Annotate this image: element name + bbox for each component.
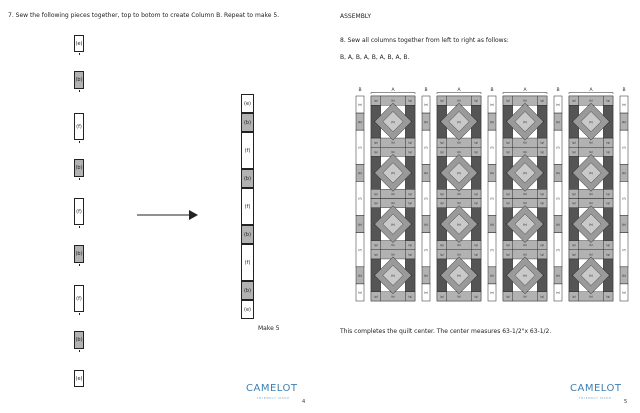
- a-center-label: (h): [456, 273, 462, 278]
- b-cell-label: (b): [489, 273, 495, 278]
- column-bracket: [503, 93, 547, 95]
- a-bottom-cell-label: (g): [505, 294, 510, 299]
- a-center-label: (h): [522, 273, 528, 278]
- seam-tick: [79, 313, 81, 315]
- a-top-cell-label: (b): [589, 98, 593, 103]
- assembled-piece: (e): [241, 300, 254, 319]
- completion-note: This completes the quilt center. The center measures 63-1/2"x 63-1/2.: [340, 328, 552, 335]
- a-top-cell-label: (g): [606, 98, 611, 103]
- column-label: B: [424, 88, 428, 93]
- tagline-right: FRIENDLY MADE: [579, 396, 612, 400]
- a-top-cell-label: (b): [391, 98, 395, 103]
- b-cell-label: (e): [489, 290, 495, 295]
- a-top-cell-label: (g): [408, 149, 413, 154]
- step-7-instruction: 7. Sew the following pieces together, top to botom to create Column B. Repeat to make 5.: [8, 12, 280, 19]
- b-cell-label: (b): [555, 171, 561, 176]
- b-cell-label: (f): [622, 247, 626, 252]
- b-cell-label: (e): [489, 102, 495, 107]
- column-label: A: [457, 88, 461, 93]
- a-top-cell-label: (g): [439, 98, 444, 103]
- b-cell-label: (f): [556, 145, 560, 150]
- a-bottom-cell-label: (g): [540, 191, 545, 196]
- a-bottom-cell-label: (g): [474, 191, 479, 196]
- column-bracket: [569, 93, 613, 95]
- column-piece: (f): [74, 285, 84, 312]
- b-cell-label: (f): [424, 196, 428, 201]
- b-cell-label: (f): [490, 247, 494, 252]
- a-bottom-cell-label: (g): [540, 140, 545, 145]
- b-cell-label: (b): [423, 273, 429, 278]
- a-bottom-cell-label: (b): [589, 140, 593, 145]
- a-top-cell-label: (b): [457, 252, 461, 257]
- a-bottom-cell-label: (g): [540, 243, 545, 248]
- a-bottom-cell-label: (g): [373, 243, 378, 248]
- a-bottom-cell-label: (g): [571, 140, 576, 145]
- b-cell-label: (e): [357, 102, 363, 107]
- b-cell-label: (b): [357, 171, 363, 176]
- b-cell-label: (f): [556, 247, 560, 252]
- column-piece: (e): [74, 35, 84, 52]
- a-bottom-cell-label: (g): [408, 243, 413, 248]
- b-cell-label: (b): [555, 273, 561, 278]
- arrow-icon: [137, 207, 199, 226]
- a-top-cell-label: (b): [589, 252, 593, 257]
- a-top-cell-label: (g): [439, 149, 444, 154]
- a-bottom-cell-label: (b): [523, 140, 527, 145]
- a-top-cell-label: (g): [505, 252, 510, 257]
- a-bottom-cell-label: (g): [571, 294, 576, 299]
- b-cell-label: (b): [621, 119, 627, 124]
- b-cell-label: (f): [424, 145, 428, 150]
- a-bottom-cell-label: (g): [439, 243, 444, 248]
- a-top-cell-label: (b): [589, 149, 593, 154]
- a-top-cell-label: (b): [523, 149, 527, 154]
- a-top-cell-label: (g): [474, 98, 479, 103]
- a-top-cell-label: (g): [474, 252, 479, 257]
- step-8-instruction: 8. Sew all columns together from left to right as follows:: [340, 37, 509, 44]
- a-center-label: (h): [390, 222, 396, 227]
- column-piece: (e): [74, 370, 84, 387]
- a-bottom-cell-label: (g): [606, 191, 611, 196]
- a-top-cell-label: (g): [571, 252, 576, 257]
- a-center-label: (h): [588, 171, 594, 176]
- a-bottom-cell-label: (b): [391, 140, 395, 145]
- a-center-label: (h): [390, 119, 396, 124]
- b-cell-label: (f): [358, 247, 362, 252]
- a-top-cell-label: (g): [373, 98, 378, 103]
- a-top-cell-label: (g): [373, 252, 378, 257]
- a-center-label: (h): [522, 119, 528, 124]
- a-top-cell-label: (b): [523, 98, 527, 103]
- a-center-label: (h): [456, 171, 462, 176]
- a-top-cell-label: (g): [505, 201, 510, 206]
- a-bottom-cell-label: (b): [523, 294, 527, 299]
- a-top-cell-label: (b): [391, 201, 395, 206]
- a-top-cell-label: (b): [523, 252, 527, 257]
- a-top-cell-label: (g): [408, 201, 413, 206]
- a-top-cell-label: (g): [408, 252, 413, 257]
- column-piece: (b): [74, 71, 84, 89]
- a-center-label: (h): [588, 273, 594, 278]
- b-cell-label: (b): [357, 273, 363, 278]
- make-5-label: Make 5: [258, 325, 280, 332]
- page-number-5: 5: [624, 399, 628, 405]
- a-top-cell-label: (b): [391, 252, 395, 257]
- b-cell-label: (e): [555, 102, 561, 107]
- column-sequence: B, A, B, A, B, A, B, A, B.: [340, 54, 410, 61]
- a-bottom-cell-label: (b): [589, 294, 593, 299]
- quilt-center-diagram: [352, 84, 627, 304]
- a-top-cell-label: (g): [505, 149, 510, 154]
- b-cell-label: (b): [555, 119, 561, 124]
- a-top-cell-label: (g): [606, 201, 611, 206]
- a-top-cell-label: (g): [606, 252, 611, 257]
- column-piece: (f): [74, 198, 84, 225]
- a-bottom-cell-label: (g): [408, 294, 413, 299]
- a-center-label: (h): [456, 222, 462, 227]
- a-bottom-cell-label: (g): [505, 243, 510, 248]
- a-bottom-cell-label: (g): [373, 140, 378, 145]
- column-label: B: [556, 88, 560, 93]
- b-cell-label: (e): [621, 102, 627, 107]
- b-cell-label: (b): [489, 171, 495, 176]
- a-bottom-cell-label: (g): [439, 191, 444, 196]
- b-cell-label: (b): [621, 222, 627, 227]
- b-cell-label: (b): [555, 222, 561, 227]
- a-bottom-cell-label: (b): [589, 191, 593, 196]
- camelot-logo-right: CAMELOT: [570, 383, 622, 394]
- a-top-cell-label: (g): [540, 252, 545, 257]
- assembled-piece: (b): [241, 169, 254, 188]
- a-bottom-cell-label: (g): [606, 294, 611, 299]
- a-bottom-cell-label: (b): [457, 140, 461, 145]
- a-bottom-cell-label: (g): [373, 191, 378, 196]
- a-bottom-cell-label: (g): [474, 294, 479, 299]
- column-label: B: [622, 88, 626, 93]
- a-bottom-cell-label: (b): [589, 243, 593, 248]
- a-bottom-cell-label: (g): [505, 140, 510, 145]
- a-top-cell-label: (g): [571, 149, 576, 154]
- b-cell-label: (b): [489, 222, 495, 227]
- assembled-piece: (e): [241, 94, 254, 113]
- b-cell-label: (f): [490, 145, 494, 150]
- seam-tick: [79, 350, 81, 352]
- a-top-cell-label: (g): [571, 201, 576, 206]
- column-label: A: [589, 88, 593, 93]
- column-bracket: [437, 93, 481, 95]
- b-cell-label: (f): [424, 247, 428, 252]
- page-number-4: 4: [302, 399, 306, 405]
- a-top-cell-label: (g): [439, 252, 444, 257]
- seam-tick: [79, 141, 81, 143]
- a-top-cell-label: (g): [540, 201, 545, 206]
- b-cell-label: (e): [357, 290, 363, 295]
- b-cell-label: (b): [357, 119, 363, 124]
- b-cell-label: (f): [358, 145, 362, 150]
- b-cell-label: (f): [358, 196, 362, 201]
- column-label: B: [358, 88, 362, 93]
- a-bottom-cell-label: (b): [391, 191, 395, 196]
- a-bottom-cell-label: (g): [571, 243, 576, 248]
- a-bottom-cell-label: (b): [391, 294, 395, 299]
- assembled-piece: (f): [241, 188, 254, 225]
- a-center-label: (h): [588, 119, 594, 124]
- assembly-heading: ASSEMBLY: [340, 13, 372, 20]
- a-top-cell-label: (g): [408, 98, 413, 103]
- assembled-piece: (f): [241, 244, 254, 281]
- a-bottom-cell-label: (b): [457, 243, 461, 248]
- seam-tick: [79, 178, 81, 180]
- a-bottom-cell-label: (b): [391, 243, 395, 248]
- a-top-cell-label: (g): [373, 201, 378, 206]
- seam-tick: [79, 264, 81, 266]
- b-cell-label: (b): [423, 171, 429, 176]
- b-cell-label: (b): [489, 119, 495, 124]
- a-center-label: (h): [390, 171, 396, 176]
- b-cell-label: (b): [357, 222, 363, 227]
- a-center-label: (h): [522, 222, 528, 227]
- column-label: A: [391, 88, 395, 93]
- a-top-cell-label: (g): [606, 149, 611, 154]
- a-top-cell-label: (g): [540, 98, 545, 103]
- a-top-cell-label: (b): [523, 201, 527, 206]
- b-cell-label: (f): [556, 196, 560, 201]
- seam-tick: [79, 226, 81, 228]
- assembled-piece: (f): [241, 132, 254, 169]
- b-cell-label: (b): [423, 119, 429, 124]
- b-cell-label: (b): [621, 171, 627, 176]
- column-piece: (b): [74, 245, 84, 263]
- column-piece: (b): [74, 159, 84, 177]
- a-bottom-cell-label: (g): [474, 243, 479, 248]
- b-cell-label: (f): [622, 145, 626, 150]
- b-cell-label: (e): [423, 102, 429, 107]
- assembled-piece: (b): [241, 281, 254, 300]
- assembled-piece: (b): [241, 225, 254, 244]
- a-center-label: (h): [522, 171, 528, 176]
- b-cell-label: (b): [621, 273, 627, 278]
- b-cell-label: (e): [423, 290, 429, 295]
- a-bottom-cell-label: (g): [474, 140, 479, 145]
- a-top-cell-label: (g): [474, 149, 479, 154]
- a-bottom-cell-label: (g): [373, 294, 378, 299]
- b-cell-label: (e): [555, 290, 561, 295]
- a-top-cell-label: (b): [457, 149, 461, 154]
- a-top-cell-label: (g): [373, 149, 378, 154]
- a-center-label: (h): [588, 222, 594, 227]
- column-piece: (f): [74, 113, 84, 140]
- a-center-label: (h): [390, 273, 396, 278]
- column-piece: (b): [74, 331, 84, 349]
- a-center-label: (h): [456, 119, 462, 124]
- a-top-cell-label: (g): [540, 149, 545, 154]
- column-bracket: [371, 93, 415, 95]
- seam-tick: [79, 90, 81, 92]
- tagline-left: FRIENDLY MADE: [257, 396, 290, 400]
- a-top-cell-label: (g): [505, 98, 510, 103]
- a-top-cell-label: (b): [457, 98, 461, 103]
- a-bottom-cell-label: (b): [523, 191, 527, 196]
- a-bottom-cell-label: (b): [457, 294, 461, 299]
- a-top-cell-label: (g): [439, 201, 444, 206]
- b-cell-label: (f): [490, 196, 494, 201]
- a-bottom-cell-label: (g): [606, 243, 611, 248]
- a-bottom-cell-label: (g): [439, 294, 444, 299]
- camelot-logo-left: CAMELOT: [246, 383, 298, 394]
- a-top-cell-label: (b): [391, 149, 395, 154]
- b-cell-label: (f): [622, 196, 626, 201]
- a-top-cell-label: (g): [571, 98, 576, 103]
- a-top-cell-label: (b): [457, 201, 461, 206]
- a-bottom-cell-label: (g): [408, 140, 413, 145]
- a-bottom-cell-label: (g): [439, 140, 444, 145]
- a-top-cell-label: (b): [589, 201, 593, 206]
- a-bottom-cell-label: (b): [523, 243, 527, 248]
- a-bottom-cell-label: (g): [540, 294, 545, 299]
- a-bottom-cell-label: (g): [408, 191, 413, 196]
- a-top-cell-label: (g): [474, 201, 479, 206]
- assembled-piece: (b): [241, 113, 254, 132]
- seam-tick: [79, 53, 81, 55]
- b-cell-label: (b): [423, 222, 429, 227]
- a-bottom-cell-label: (g): [571, 191, 576, 196]
- b-cell-label: (e): [621, 290, 627, 295]
- a-bottom-cell-label: (g): [505, 191, 510, 196]
- a-bottom-cell-label: (b): [457, 191, 461, 196]
- column-label: B: [490, 88, 494, 93]
- a-bottom-cell-label: (g): [606, 140, 611, 145]
- column-label: A: [523, 88, 527, 93]
